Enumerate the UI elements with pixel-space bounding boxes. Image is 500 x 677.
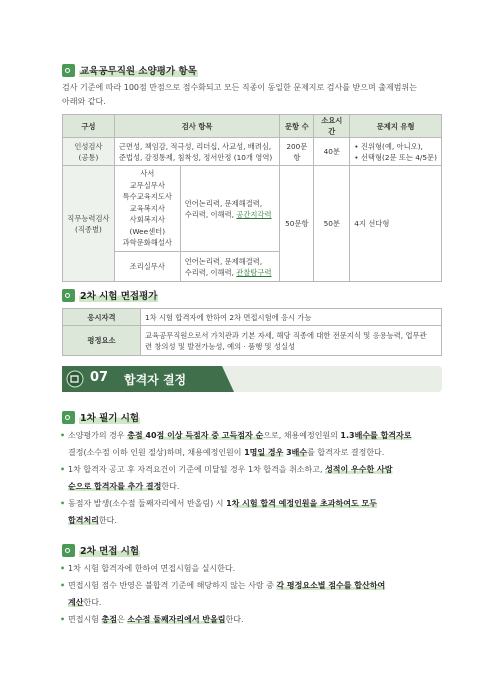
section-heading-aptitude bbox=[62, 63, 198, 77]
list-item bbox=[60, 577, 442, 611]
bullet-icon: • bbox=[60, 564, 66, 573]
header-items: 검사 항목 bbox=[114, 115, 280, 138]
section-title: 2차 시험 면접평가 bbox=[79, 288, 158, 302]
job-list bbox=[114, 166, 180, 252]
items-line: 준법성, 감정통제, 침착성, 정서안정 (10개 영역) bbox=[118, 152, 273, 162]
section-title: 2차 면접 시험 bbox=[79, 543, 140, 557]
row-label: 평정요소 bbox=[63, 326, 141, 356]
list-item bbox=[60, 495, 442, 529]
header-count: 문항 수 bbox=[280, 115, 314, 138]
text-emphasis: 각 평정요소별 점수를 합산하여 bbox=[276, 581, 386, 590]
abilities-line: 수리력, 이해력, bbox=[184, 209, 237, 219]
section-icon bbox=[62, 64, 75, 77]
job-time: 50분 bbox=[314, 166, 350, 282]
text-run: 소양평가의 경우 bbox=[68, 431, 128, 440]
text-run: 한다. bbox=[161, 482, 180, 491]
section-heading-interview bbox=[62, 288, 158, 302]
banner-title: 합격자 결정 bbox=[124, 373, 187, 387]
job-item: 특수교육지도사 bbox=[122, 192, 172, 202]
text-run: 1차 시험 합격자에 한하여 면접시험을 실시한다. bbox=[68, 564, 236, 573]
personality-time: 40분 bbox=[314, 138, 350, 166]
text-run: 면접시험 bbox=[68, 615, 102, 624]
text-emphasis: 1차 시험 합격 예정인원을 초과하여도 모두 bbox=[226, 499, 377, 508]
intro-line-1: 검사 기준에 따라 100점 만점으로 점수화되고 모든 직종이 동일한 문제지로 검사를 받으며 출제범위는 bbox=[62, 83, 417, 92]
job-item: 교무실무사 bbox=[129, 180, 165, 190]
text-run: 결정(소수점 이하 인원 절상)하며, 채용예정인원이 bbox=[68, 448, 245, 457]
section-icon bbox=[62, 289, 75, 302]
group-personality bbox=[63, 138, 115, 166]
section-icon bbox=[62, 544, 75, 557]
row-label: 응시자격 bbox=[63, 309, 141, 326]
section-title: 교육공무직원 소양평가 항목 bbox=[79, 63, 198, 77]
job-item: 교육복지사 bbox=[129, 203, 165, 213]
abilities-highlight: 공간지각력 bbox=[236, 209, 272, 219]
job-cook: 조리실무사 bbox=[114, 252, 180, 282]
list-item bbox=[60, 427, 442, 461]
text-emphasis: 합격처리 bbox=[68, 516, 99, 525]
row-text bbox=[141, 326, 442, 356]
text-run: 은 bbox=[116, 615, 128, 624]
personality-items bbox=[114, 138, 280, 166]
abilities-a bbox=[180, 166, 280, 252]
text-emphasis: 1명일 경우 3배수 bbox=[244, 448, 308, 457]
text-run: 으로, 채용예정인원의 bbox=[263, 431, 341, 440]
text-emphasis: 계산 bbox=[68, 598, 84, 607]
text-emphasis: 소수점 둘째자리에서 반올림 bbox=[127, 615, 226, 624]
text-run: 동점자 발생(소수점 둘째자리에서 반올림) 시 bbox=[68, 499, 227, 508]
text-run: 를 합격자로 결정한다. bbox=[307, 448, 385, 457]
job-count: 50문항 bbox=[280, 166, 314, 282]
text-emphasis: 순으로 합격자를 추가 결정 bbox=[68, 482, 162, 491]
table-header-row bbox=[63, 115, 442, 138]
job-item: (Wee센터) bbox=[129, 226, 166, 236]
section-heading-written bbox=[62, 410, 140, 424]
text-run: 한다. bbox=[98, 516, 117, 525]
intro-text bbox=[62, 81, 417, 109]
section-banner bbox=[62, 366, 442, 392]
intro-line-2: 아래와 같다. bbox=[62, 97, 106, 106]
personality-type bbox=[350, 138, 442, 166]
group-line: (공통) bbox=[78, 152, 99, 162]
section-title: 1차 필기 시험 bbox=[79, 410, 140, 424]
aptitude-table bbox=[62, 114, 442, 282]
bullet-icon: • bbox=[60, 465, 66, 474]
personality-count: 200문항 bbox=[280, 138, 314, 166]
table-row bbox=[63, 326, 442, 356]
table-row bbox=[63, 138, 442, 166]
header-type: 문제지 유형 bbox=[350, 115, 442, 138]
group-line: 직무능력검사 bbox=[67, 213, 110, 223]
job-type: 4지 선다형 bbox=[350, 166, 442, 282]
abilities-line: 언어논리력, 문제해결력, bbox=[184, 198, 263, 208]
table-row bbox=[63, 166, 442, 252]
group-line: 인성검사 bbox=[74, 141, 103, 151]
bullet-icon: • bbox=[60, 615, 66, 624]
banner-number: 07 bbox=[90, 370, 109, 385]
list-item bbox=[60, 611, 442, 628]
text-run: 1차 합격자 공고 후 자격요건이 기준에 미달될 경우 1차 합격을 취소하고, bbox=[68, 465, 326, 474]
bullet-icon: • bbox=[60, 431, 66, 440]
bullet-icon: • bbox=[60, 581, 66, 590]
interview-table bbox=[62, 308, 442, 356]
abilities-highlight: 관찰탐구력 bbox=[236, 267, 272, 277]
row-text-line: 교육공무직원으로서 가치관과 기본 자세, 해당 직종에 대한 전문지식 및 응용능력, 업무관 bbox=[145, 330, 427, 340]
job-item: 과학문화해설사 bbox=[122, 238, 172, 248]
job-item: 사서 bbox=[140, 169, 155, 179]
text-emphasis: 총점 bbox=[101, 615, 117, 624]
bullet-icon: • bbox=[60, 499, 66, 508]
job-item: 사회복지사 bbox=[129, 215, 165, 225]
section-icon bbox=[62, 411, 75, 424]
abilities-b bbox=[180, 252, 280, 282]
list-item bbox=[60, 461, 442, 495]
row-text: 1차 시험 합격자에 한하여 2차 면접시험에 응시 가능 bbox=[141, 309, 442, 326]
text-emphasis: 총점 40점 이상 득점자 중 고득점자 순 bbox=[127, 431, 264, 440]
banner-shape bbox=[62, 366, 442, 392]
list-item bbox=[60, 560, 442, 577]
header-group: 구성 bbox=[63, 115, 115, 138]
text-run: 면접시험 점수 반영은 불합격 기준에 해당하지 않는 사람 중 bbox=[68, 581, 277, 590]
abilities-line: 언어논리력, 문제해결력, bbox=[184, 256, 263, 266]
section-heading-interview-exam bbox=[62, 543, 140, 557]
type-line: • 진위형(예, 아니오), bbox=[354, 141, 423, 151]
table-row bbox=[63, 309, 442, 326]
type-line: • 선택형(2문 또는 4/5문) bbox=[354, 152, 437, 162]
row-text-line: 련 창의성 및 발전가능성, 예의 · 품행 및 성실성 bbox=[145, 341, 296, 351]
items-line: 근면성, 책임감, 적극성, 리더십, 사교성, 배려심, bbox=[118, 141, 272, 151]
group-line: (직종별) bbox=[75, 224, 102, 234]
header-time: 소요시간 bbox=[314, 115, 350, 138]
text-emphasis: 1.3배수를 합격자로 bbox=[340, 431, 412, 440]
abilities-line: 수리력, 이해력, bbox=[184, 267, 237, 277]
text-run: 한다. bbox=[83, 598, 102, 607]
text-emphasis: 성적이 우수한 사람 bbox=[325, 465, 393, 474]
text-run: 한다. bbox=[225, 615, 244, 624]
group-job-ability bbox=[63, 166, 115, 282]
